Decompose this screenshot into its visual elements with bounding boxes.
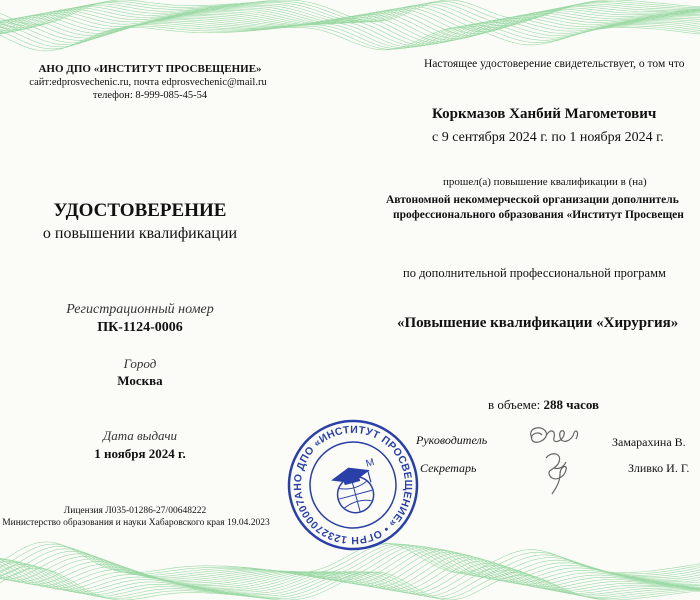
reg-number-label: Регистрационный номер <box>66 302 214 317</box>
issue-date: 1 ноября 2024 г. <box>94 446 186 461</box>
org-name: АНО ДПО «ИНСТИТУТ ПРОСВЕЩЕНИЕ» <box>38 63 262 75</box>
head-label: Руководитель <box>416 433 488 447</box>
stamp-ring-text: АНО ДПО «ИНСТИТУТ ПРОСВЕЩЕНИЕ» • ОГРН 1232700007277 <box>291 423 415 547</box>
document-title: УДОСТОВЕРЕНИЕ <box>53 200 227 221</box>
org-full-line2: профессионального образования «Институт Просвещен <box>393 209 684 221</box>
stamp-center-mark: M <box>364 456 376 470</box>
volume-label: в объеме: <box>488 397 541 412</box>
city-label: Город <box>123 356 157 371</box>
secretary-name: Зливко И. Г. <box>628 461 690 475</box>
study-period: с 9 сентября 2024 г. по 1 ноября 2024 г. <box>432 130 664 145</box>
reg-number: ПК-1124-0006 <box>97 320 183 335</box>
volume-value: 288 часов <box>543 397 600 412</box>
completed-label: прошел(а) повышение квалификации в (на) <box>443 176 647 188</box>
org-full-line1: Автономной некоммерческой организации дополнитель <box>386 194 679 206</box>
document-subtitle: о повышении квалификации <box>42 225 238 242</box>
program-label: по дополнительной профессиональной программ <box>403 266 666 280</box>
volume-line <box>488 397 599 413</box>
secretary-signature <box>538 448 578 496</box>
program-name: «Повышение квалификации «Хирургия» <box>397 315 679 331</box>
secretary-label: Секретарь <box>420 461 477 475</box>
head-name: Замарахина В. <box>612 435 686 449</box>
person-name: Коркмазов Ханбий Магометович <box>432 106 657 122</box>
issue-date-label: Дата выдачи <box>102 428 178 443</box>
phone-line: телефон: 8-999-085-45-54 <box>92 90 208 101</box>
license-line: Лицензия Л035-01286-27/00648222 <box>63 506 207 516</box>
city: Москва <box>117 373 163 388</box>
institute-stamp <box>283 415 423 555</box>
ministry-line: Министерство образования и науки Хабаровского края 19.04.2023 <box>2 518 270 528</box>
graduation-cap-icon <box>329 462 380 517</box>
intro-text: Настоящее удостоверение свидетельствует, о том что <box>424 58 685 70</box>
contacts-line: сайт:edprosvechenic.ru, почта edprosvechenic@mail.ru <box>29 77 267 88</box>
